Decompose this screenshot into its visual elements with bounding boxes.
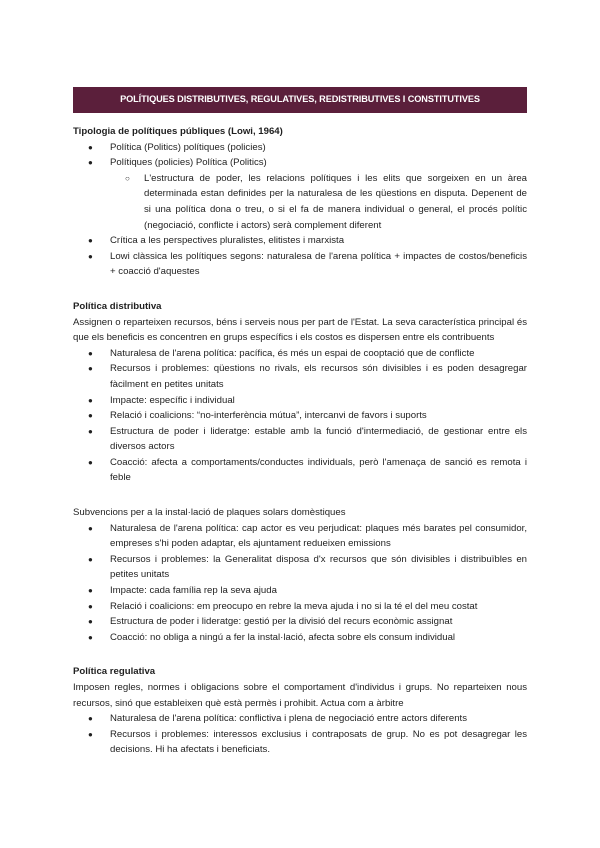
sub-list-item: ○ L'estructura de poder, les relacions polítiques i les elits que sorgeixen en un àrea determinada estan definides per la naturalesa de les qüestions en disputa. Depenent de si una política dona o treu, o si el fa de manera individual o general, el procés polític (negociació, conflicte i actors) serà complement diferent [110,171,527,233]
list-item: ● Impacte: cada família rep la seva ajuda [73,583,527,599]
typology-list-cont [73,233,527,280]
paragraph-regulativa: Imposen regles, normes i obligacions sobre el comportament d'individus i grups. No reparteixen nous recursos, sinó que estableixen què està permès i prohibit. Actua com a àrbitre [73,682,527,709]
list-item: ● Crítica a les perspectives pluralistes, elitistes i marxista [73,233,527,249]
list-item: ● Coacció: afecta a comportaments/conductes individuals, però l'amenaça de sanció es remota i feble [73,455,527,486]
list-item: ● Naturalesa de l'arena política: pacífica, és més un espai de cooptació que de conflicte [73,346,527,362]
list-item: ● Política (Politics) polítiques (policies) [73,140,527,156]
list-item: ● Recursos i problemes: qüestions no rivals, els recursos són divisibles i es poden desagregar fàcilment en petites unitats [73,361,527,392]
typology-list [73,140,527,171]
list-item: ● Lowi clàssica les polítiques segons: naturalesa de l'arena política + impactes de costos/beneficis + coacció d'aquestes [73,249,527,280]
subvencions-list [73,521,527,646]
list-item-text: Polítiques (policies) Política (Politics) [110,157,267,169]
list-item: ● Recursos i problemes: la Generalitat disposa d'x recursos que són divisibles i distribuïbles en petites unitats [73,552,527,583]
paragraph-distributiva: Assignen o reparteixen recursos, béns i serveis nous per part de l'Estat. La seva característica principal és que els beneficis es concentren en grups específics i els costos es dispersen entre els contribuents [73,316,527,344]
document-title-banner: POLÍTIQUES DISTRIBUTIVES, REGULATIVES, REDISTRIBUTIVES I CONSTITUTIVES [73,87,527,113]
list-item [73,155,527,171]
list-item: ● Naturalesa de l'arena política: conflictiva i plena de negociació entre actors diferents [73,711,527,727]
list-item: ● Relació i coalicions: em preocupo en rebre la meva ajuda i no si la té el del meu costat [73,599,527,615]
list-item: ● Impacte: específic i individual [73,393,527,409]
regulativa-list [73,711,527,758]
list-item: ● Estructura de poder i lideratge: gestió per la divisió del recurs econòmic assignat [73,614,527,630]
list-item: ● Relació i coalicions: “no-interferència mútua”, intercanvi de favors i suports [73,408,527,424]
list-item: ● Coacció: no obliga a ningú a fer la instal·lació, afecta sobre els consum individual [73,630,527,646]
section-heading-subvencions: Subvencions per a la instal·lació de plaques solars domèstiques [73,507,346,519]
distributiva-list [73,346,527,486]
section-heading-regulativa: Política regulativa [73,666,156,678]
list-item: ● Estructura de poder i lideratge: estable amb la funció d'intermediació, de gestionar entre els diversos actors [73,424,527,455]
list-item: ● Recursos i problemes: interessos exclusius i contraposats de grup. No es pot desagregar les decisions. Hi ha afectats i beneficiats. [73,727,527,758]
section-heading-typology: Tipologia de polítiques públiques (Lowi, 1964) [73,126,283,137]
list-item: ● Naturalesa de l'arena política: cap actor es veu perjudicat: plaques més barates pel consumidor, empreses s'hi poden adaptar, els ajuntament redueixen emissions [73,521,527,552]
section-heading-distributiva: Política distributiva [73,300,162,312]
typology-sublist [73,171,527,233]
document-body [73,124,527,758]
